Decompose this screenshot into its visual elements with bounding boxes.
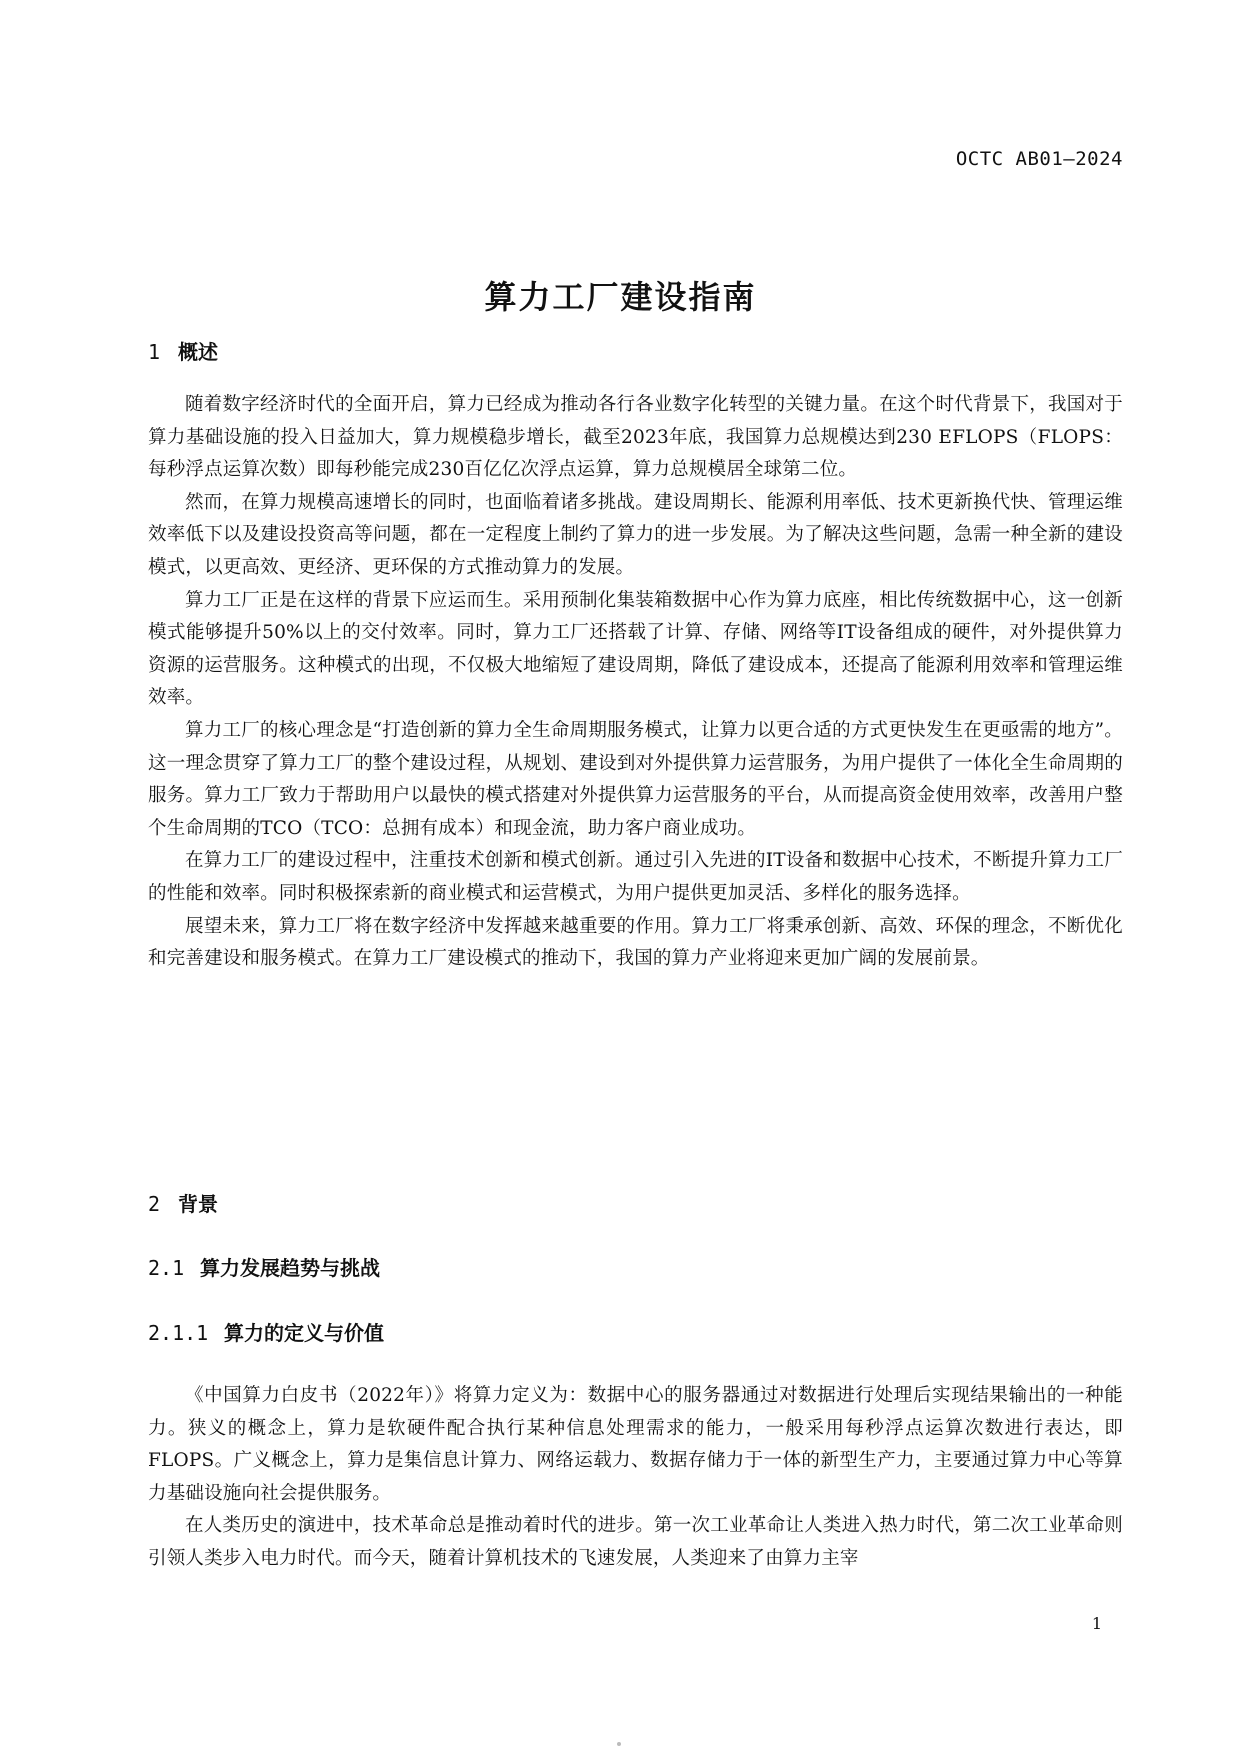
paragraph: 《中国算力白皮书（2022年）》将算力定义为：数据中心的服务器通过对数据进行处理后实现结果输出的一种能力。狭义的概念上，算力是软硬件配合执行某种信息处理需求的能力，一般采用每秒浮点运算次数进行表达，即FLOPS。广义概念上，算力是集信息计算力、网络运载力、数据存储力于一体的新型生产力，主要通过算力中心等算力基础设施向社会提供服务。 (148, 1385, 1123, 1504)
paragraph: 算力工厂正是在这样的背景下应运而生。采用预制化集装箱数据中心作为算力底座，相比传统数据中心，这一创新模式能够提升50%以上的交付效率。同时，算力工厂还搭载了计算、存储、网络等IT设备组成的硬件，对外提供算力资源的运营服务。这种模式的出现，不仅极大地缩短了建设周期，降低了建设成本，还提高了能源利用效率和管理运维效率。 (148, 589, 1123, 709)
section-heading-1 (148, 336, 218, 365)
section-number: 2 (148, 1192, 161, 1216)
section-title: 算力的定义与价值 (224, 1321, 384, 1345)
document-title: 算力工厂建设指南 (484, 278, 757, 316)
section-title: 概述 (178, 340, 218, 364)
section-number: 2.1.1 (148, 1321, 209, 1345)
paragraph: 展望未来，算力工厂将在数字经济中发挥越来越重要的作用。算力工厂将秉承创新、高效、环保的理念，不断优化和完善建设和服务模式。在算力工厂建设模式的推动下，我国的算力产业将迎来更加广阔的发展前景。 (148, 915, 1123, 970)
page-number: 1 (1091, 1614, 1102, 1633)
paragraph: 然而，在算力规模高速增长的同时，也面临着诸多挑战。建设周期长、能源利用率低、技术更新换代快、管理运维效率低下以及建设投资高等问题，都在一定程度上制约了算力的进一步发展。为了解决这些问题，急需一种全新的建设模式，以更高效、更经济、更环保的方式推动算力的发展。 (148, 491, 1123, 578)
paragraph: 随着数字经济时代的全面开启，算力已经成为推动各行各业数字化转型的关键力量。在这个时代背景下，我国对于算力基础设施的投入日益加大，算力规模稳步增长，截至2023年底，我国算力总规模达到230 EFLOPS（FLOPS：每秒浮点运算次数）即每秒能完成230百亿亿次浮点运算，算力总规模居全球第二位。 (148, 394, 1123, 481)
section-number: 1 (148, 340, 161, 364)
section-title: 背景 (178, 1192, 218, 1216)
overview-body (148, 389, 1123, 976)
section-heading-2-1-1 (148, 1317, 384, 1346)
paragraph: 算力工厂的核心理念是“打造创新的算力全生命周期服务模式，让算力以更合适的方式更快发生在更亟需的地方”。这一理念贯穿了算力工厂的整个建设过程，从规划、建设到对外提供算力运营服务，为用户提供了一体化全生命周期的服务。算力工厂致力于帮助用户以最快的模式搭建对外提供算力运营服务的平台，从而提高资金使用效率，改善用户整个生命周期的TCO（TCO：总拥有成本）和现金流，助力客户商业成功。 (148, 719, 1123, 839)
definition-body (148, 1380, 1123, 1576)
paragraph: 在算力工厂的建设过程中，注重技术创新和模式创新。通过引入先进的IT设备和数据中心技术，不断提升算力工厂的性能和效率。同时积极探索新的商业模式和运营模式，为用户提供更加灵活、多样化的服务选择。 (148, 850, 1123, 904)
section-heading-2 (148, 1188, 218, 1217)
section-title: 算力发展趋势与挑战 (200, 1256, 380, 1280)
scroll-indicator-dot (617, 1742, 621, 1746)
paragraph: 在人类历史的演进中，技术革命总是推动着时代的进步。第一次工业革命让人类进入热力时代，第二次工业革命则引领人类步入电力时代。而今天，随着计算机技术的飞速发展，人类迎来了由算力主宰 (148, 1515, 1123, 1569)
section-number: 2.1 (148, 1256, 185, 1280)
document-code: OCTC AB01—2024 (955, 148, 1123, 170)
section-heading-2-1 (148, 1252, 380, 1281)
